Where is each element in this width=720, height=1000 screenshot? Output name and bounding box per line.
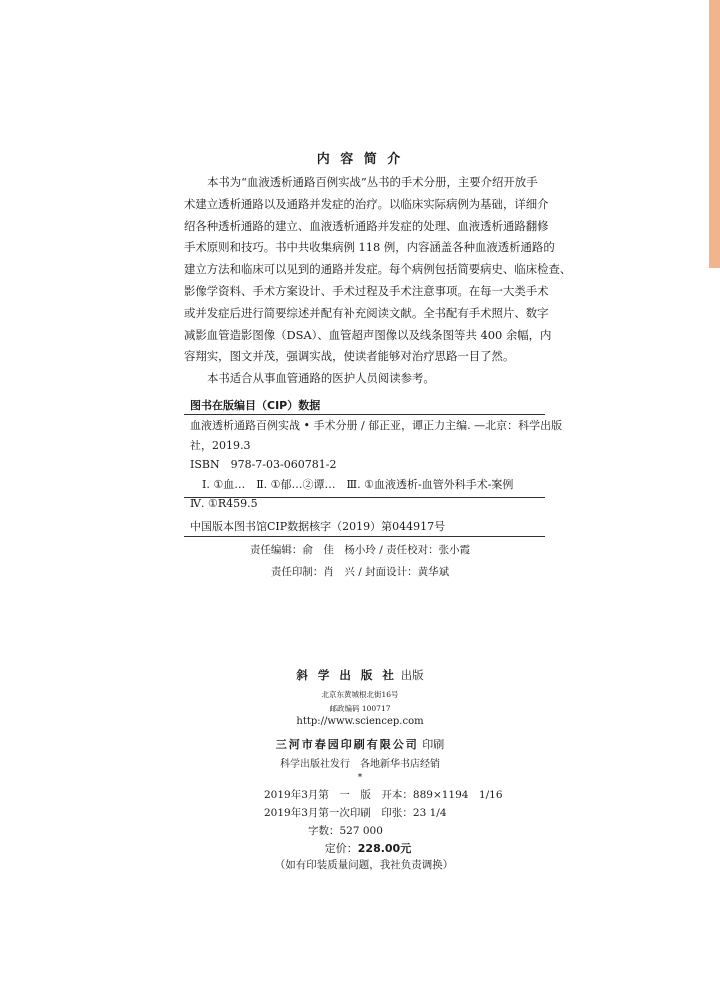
intro-line: 术建立透析通路以及通路并发症的治疗。以临床实际病例为基础，详细介 <box>184 196 549 211</box>
cip-isbn: ISBN 978-7-03-060781-2 <box>190 458 337 471</box>
edition-line: 2019年3月第 一 版 开本：889×1194 1/16 <box>264 789 503 801</box>
publisher-zip: 邮政编码 100717 <box>329 704 391 713</box>
publisher-url: http://www.sciencep.com <box>296 716 424 727</box>
edge-color-tab <box>709 0 720 268</box>
cip-mid-rule <box>184 497 545 498</box>
price-line <box>8 840 720 856</box>
cip-top-rule <box>184 414 545 415</box>
printer-line <box>0 736 720 752</box>
intro-line: 手术原则和技巧。书中共收集病例 118 例，内容涵盖各种血液透析通路的 <box>184 240 555 255</box>
cip-heading: 图书在版编目（CIP）数据 <box>190 399 321 412</box>
intro-line: 绍各种透析通路的建立、血液透析通路并发症的处理、血液透析通路翻修 <box>184 218 549 233</box>
publisher-name: 斜 学 出 版 社 <box>296 668 397 682</box>
printing-credits: 责任印制：肖 兴 / 封面设计：黄华斌 <box>270 566 450 578</box>
cip-body <box>190 416 563 514</box>
intro-line: 本书适合从事血管通路的医护人员阅读参考。 <box>207 371 435 386</box>
printer-suffix: 印刷 <box>418 738 445 751</box>
cip-title-line-2: 社，2019.3 <box>190 438 251 452</box>
printing-specs <box>264 786 503 840</box>
cip-title-line: 血液透析通路百例实战 • 手术分册 / 郁正亚，谭正力主编. —北京：科学出版 <box>190 419 563 432</box>
printing-line: 2019年3月第一次印刷 印张：23 1/4 <box>264 807 447 819</box>
quality-notice: （如有印装质量问题，我社负责调换） <box>274 859 454 871</box>
cip-number: 中国版本图书馆CIP数据核字（2019）第044917号 <box>190 520 446 533</box>
cip-classification: Ⅰ. ①血… Ⅱ. ①郁…②谭… Ⅲ. ①血液透析-血管外科手术-案例 <box>202 477 514 491</box>
publisher-address: 北京东黄城根北街16号 <box>321 690 399 699</box>
price-value: 228.00元 <box>357 842 412 855</box>
cip-classification-2: Ⅳ. ①R459.5 <box>190 497 258 510</box>
intro-line: 容翔实，图文并茂，强调实战，使读者能够对治疗思路一目了然。 <box>184 349 515 364</box>
intro-paragraph <box>184 172 572 390</box>
separator-star: * <box>357 773 363 783</box>
editor-credits: 责任编辑：俞 佳 杨小玲 / 责任校对：张小霞 <box>249 544 471 556</box>
intro-line: 影像学资料、手术方案设计、手术过程及手术注意事项。在每一大类手术 <box>184 283 549 298</box>
publisher-line <box>0 667 720 683</box>
distribution-line: 科学出版社发行 各地新华书店经销 <box>280 759 440 770</box>
intro-line: 或并发症后进行简要综述并配有补充阅读文献。全书配有手术照片、数字 <box>184 305 549 320</box>
price-label: 定价： <box>324 842 358 855</box>
intro-line: 建立方法和临床可以见到的通路并发症。每个病例包括简要病史、临床检查、 <box>184 262 572 277</box>
word-count: 字数：527 000 <box>308 825 383 837</box>
cip-bottom-rule <box>184 536 545 537</box>
intro-line: 减影血管造影图像（DSA）、血管超声图像以及线条图等共 400 余幅，内 <box>184 327 552 342</box>
publisher-suffix: 出版 <box>396 668 424 682</box>
printer-name: 三河市春园印刷有限公司 <box>275 738 419 751</box>
intro-line: 本书为“血液透析通路百例实战”丛书的手术分册，主要介绍开放手 <box>207 175 538 189</box>
intro-title: 内 容 简 介 <box>316 152 404 167</box>
